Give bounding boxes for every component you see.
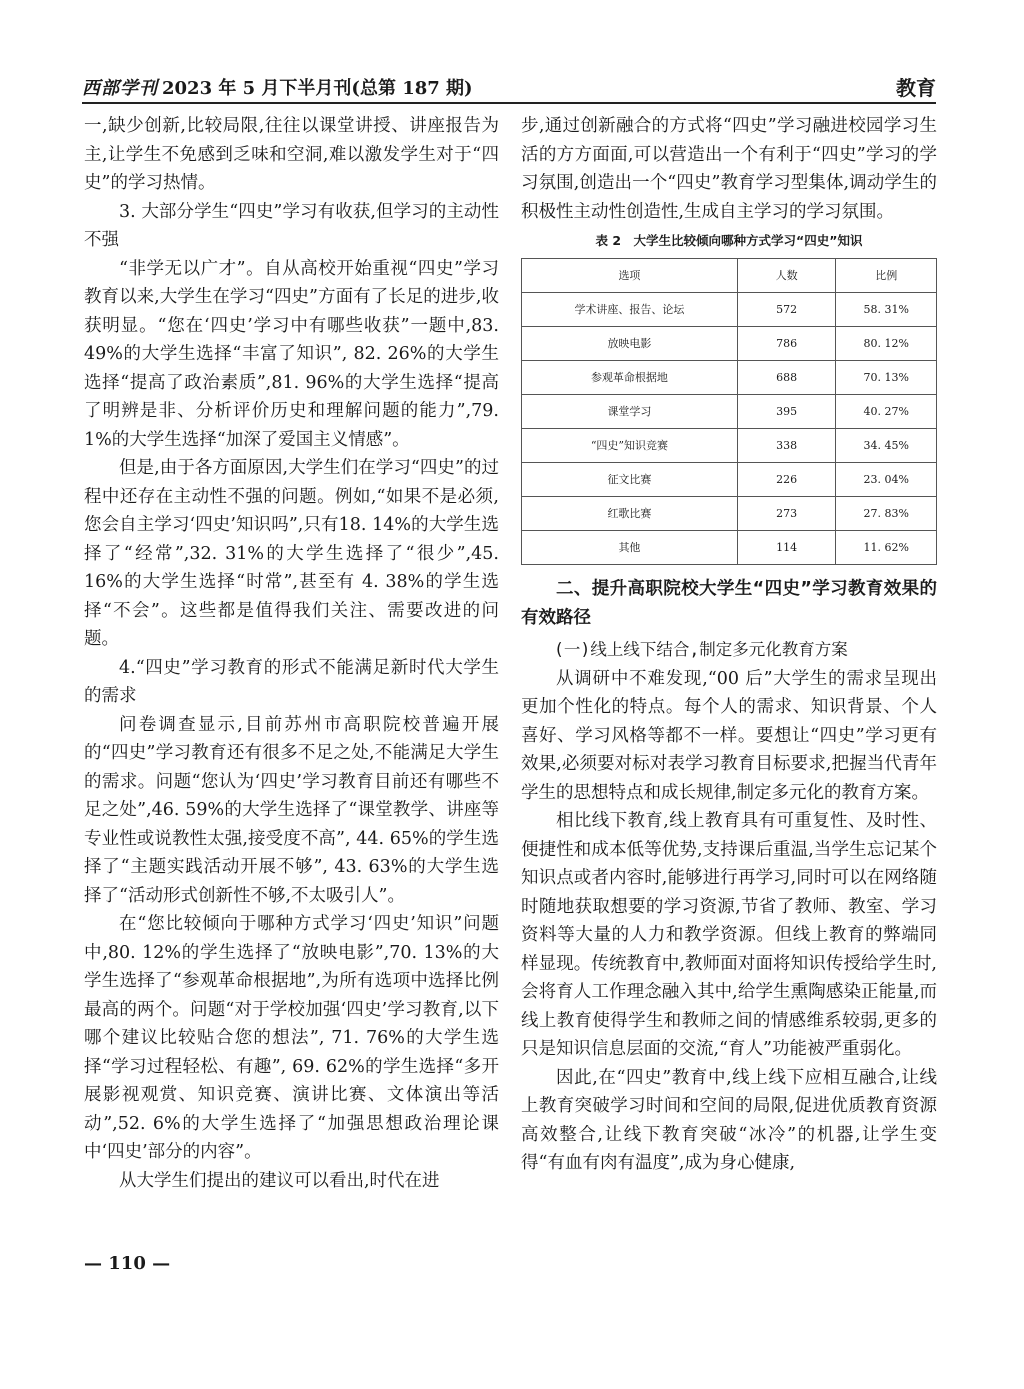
paragraph: 从调研中不难发现,“00 后”大学生的需求呈现出更加个性化的特点。每个人的需求、知识背景、个人喜好、学习风格等都不一样。要想让“四史”学习更有效果,必须要对标对表学习教育目标要求,把握当代青年学生的思想特点和成长规律,制定多元化的教育方案。 bbox=[521, 668, 937, 803]
header-rule bbox=[82, 102, 936, 104]
table-cell: 课堂学习 bbox=[522, 395, 738, 429]
table-header-row bbox=[522, 259, 937, 293]
paragraph: 步,通过创新融合的方式将“四史”学习融进校园学习生活的方方面面,可以营造出一个有利于“四史”学习的学习氛围,创造出一个“四史”教育学习型集体,调动学生的积极性主动性创造性,生成自主学习的学习氛围。 bbox=[521, 116, 937, 222]
table-cell: 70. 13% bbox=[836, 361, 937, 395]
table-row bbox=[522, 429, 937, 463]
journal-header bbox=[82, 74, 473, 100]
journal-logo: 西部学刊 bbox=[82, 78, 158, 99]
table-cell: 273 bbox=[737, 497, 836, 531]
section-heading: 二、提升高职院校大学生“四史”学习教育效果的有效路径 bbox=[521, 579, 937, 628]
issue-info: 2023 年 5 月下半月刊(总第 187 期) bbox=[162, 78, 473, 99]
table-row bbox=[522, 327, 937, 361]
table-row bbox=[522, 361, 937, 395]
table-cell: 395 bbox=[737, 395, 836, 429]
table-cell: “四史”知识竞赛 bbox=[522, 429, 738, 463]
table-cell: 红歌比赛 bbox=[522, 497, 738, 531]
paragraph: 3. 大部分学生“四史”学习有收获,但学习的主动性不强 bbox=[84, 201, 499, 250]
subsection-heading: (一)线上线下结合,制定多元化教育方案 bbox=[554, 640, 848, 659]
table-cell: 征文比赛 bbox=[522, 463, 738, 497]
right-column bbox=[521, 112, 937, 1178]
table-row bbox=[522, 463, 937, 497]
paragraph: 4.“四史”学习教育的形式不能满足新时代大学生的需求 bbox=[84, 657, 499, 706]
table-cell: 参观革命根据地 bbox=[522, 361, 738, 395]
table-row bbox=[522, 395, 937, 429]
paragraph: 问卷调查显示,目前苏州市高职院校普遍开展的“四史”学习教育还有很多不足之处,不能满足大学生的需求。问题“您认为‘四史’学习教育目前还有哪些不足之处”,46. 59%的大学生选择了“课堂教学、讲座等专业性或说教性太强,接受度不高”, 44. 65%的学生选择了“主题实践活动开展不够”, 43. 63%的大学生选择了“活动形式创新性不够,不太吸引人”。 bbox=[84, 714, 499, 906]
table-row bbox=[522, 531, 937, 565]
table-cell: 27. 83% bbox=[836, 497, 937, 531]
table-row bbox=[522, 293, 937, 327]
column-header-count: 人数 bbox=[737, 259, 836, 293]
table-row bbox=[522, 497, 937, 531]
table-cell: 学术讲座、报告、论坛 bbox=[522, 293, 738, 327]
paragraph: 相比线下教育,线上教育具有可重复性、及时性、便捷性和成本低等优势,支持课后重温,当学生忘记某个知识点或者内容时,能够进行再学习,同时可以在网络随时随地获取想要的学习资源,节省了教师、教室、学习资料等大量的人力和教学资源。但线上教育的弊端同样显现。传统教育中,教师面对面将知识传授给学生时,会将育人工作理念融入其中,给学生熏陶感染正能量,而线上教育使得学生和教师之间的情感维系较弱,更多的只是知识信息层面的交流,“育人”功能被严重弱化。 bbox=[521, 811, 937, 1059]
column-header-option: 选项 bbox=[522, 259, 738, 293]
column-header-ratio: 比例 bbox=[836, 259, 937, 293]
left-column bbox=[84, 112, 499, 1195]
paragraph: 在“您比较倾向于哪种方式学习‘四史’知识”问题中,80. 12%的学生选择了“放映电影”,70. 13%的大学生选择了“参观革命根据地”,为所有选项中选择比例最高的两个。问题“对于学校加强‘四史’学习教育,以下哪个建议比较贴合您的想法”, 71. 76%的大学生选择“学习过程轻松、有趣”, 69. 62%的学生选择“多开展影视观赏、知识竞赛、演讲比赛、文体演出等活动”,52. 6%的大学生选择了“加强思想政治理论课中‘四史’部分的内容”。 bbox=[84, 914, 499, 1162]
table-cell: 放映电影 bbox=[522, 327, 738, 361]
page-number: — 110 — bbox=[84, 1253, 171, 1274]
table-cell: 114 bbox=[737, 531, 836, 565]
table-cell: 58. 31% bbox=[836, 293, 937, 327]
table-cell: 688 bbox=[737, 361, 836, 395]
paragraph: 但是,由于各方面原因,大学生们在学习“四史”的过程中还存在主动性不强的问题。例如,“如果不是必须,您会自主学习‘四史’知识吗”,只有18. 14%的大学生选择了“经常”,32. 31%的大学生选择了“很少”,45. 16%的大学生选择“时常”,甚至有 4. 38%的学生选择“不会”。这些都是值得我们关注、需要改进的问题。 bbox=[84, 458, 499, 649]
survey-table bbox=[521, 258, 937, 565]
table-cell: 226 bbox=[737, 463, 836, 497]
table-cell: 572 bbox=[737, 293, 836, 327]
table-cell: 338 bbox=[737, 429, 836, 463]
paragraph: 因此,在“四史”教育中,线上线下应相互融合,让线上教育突破学习时间和空间的局限,促进优质教育资源高效整合,让线下教育突破“冰冷”的机器,让学生变得“有血有肉有温度”,成为身心健康, bbox=[521, 1067, 937, 1173]
table-cell: 786 bbox=[737, 327, 836, 361]
paragraph: “非学无以广才”。自从高校开始重视“四史”学习教育以来,大学生在学习“四史”方面有了长足的进步,收获明显。“您在‘四史’学习中有哪些收获”一题中,83. 49%的大学生选择“丰富了知识”, 82. 26%的大学生选择“提高了政治素质”,81. 96%的大学生选择“提高了明辨是非、分析评价历史和理解问题的能力”,79. 1%的大学生选择“加深了爱国主义情感”。 bbox=[84, 258, 499, 450]
page-header bbox=[82, 70, 936, 104]
paragraph: 从大学生们提出的建议可以看出,时代在进 bbox=[119, 1170, 440, 1191]
section-label: 教育 bbox=[896, 76, 936, 100]
table-cell: 34. 45% bbox=[836, 429, 937, 463]
table-cell: 40. 27% bbox=[836, 395, 937, 429]
paragraph: 一,缺少创新,比较局限,往往以课堂讲授、讲座报告为主,让学生不免感到乏味和空洞,难以激发学生对于“四史”的学习热情。 bbox=[84, 116, 499, 193]
table-cell: 80. 12% bbox=[836, 327, 937, 361]
table-caption: 表 2 大学生比较倾向哪种方式学习“四史”知识 bbox=[595, 233, 863, 248]
table-cell: 11. 62% bbox=[836, 531, 937, 565]
table-cell: 其他 bbox=[522, 531, 738, 565]
table-cell: 23. 04% bbox=[836, 463, 937, 497]
